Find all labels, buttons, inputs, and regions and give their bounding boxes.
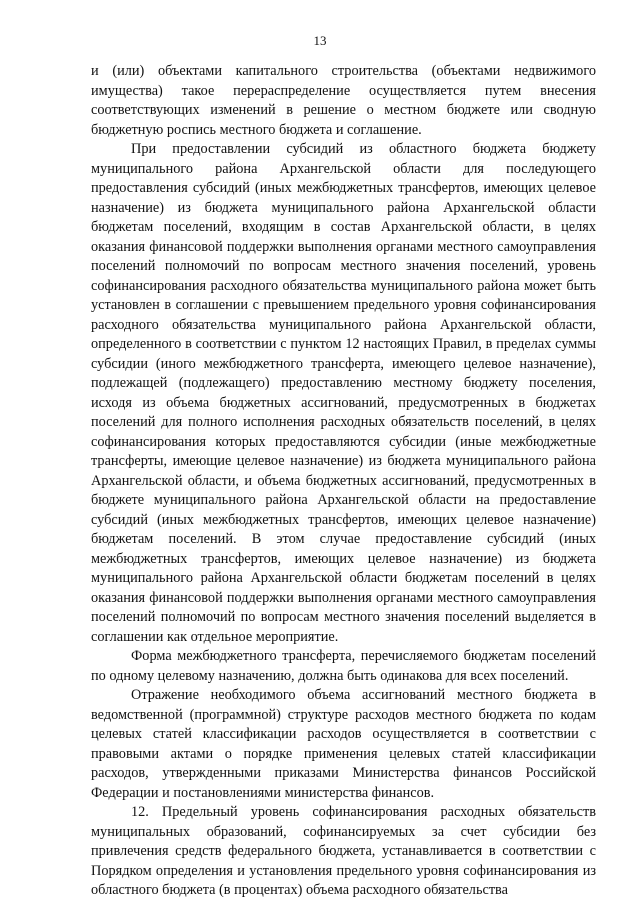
page-number: 13 xyxy=(313,33,327,48)
document-body xyxy=(91,62,596,901)
paragraph-transfer-form: Форма межбюджетного трансферта, перечисляемого бюджетам поселений по одному целевому назначению, должна быть одинакова для всех поселений. xyxy=(91,648,596,684)
paragraph-continuation: и (или) объектами капитального строительства (объектами недвижимого имущества) такое перераспределение осуществляется путем внесения соответствующих изменений в решение о местном бюджете или сводную бюджетную роспись местного бюджета и соглашение. xyxy=(91,63,596,138)
paragraph-item-12: 12. Предельный уровень софинансирования расходных обязательств муниципальных образований, софинансируемых за счет субсидии без привлечения средств федерального бюджета, устанавливается в соответствии с Порядком определения и установления предельного уровня софинансирования из областного бюджета (в процентах) объема расходного обязательства xyxy=(91,804,596,898)
paragraph-budget-allocation: Отражение необходимого объема ассигнований местного бюджета в ведомственной (программной) структуре расходов местного бюджета по кодам целевых статей классификации расходов осуществляется в соответствии с правовыми актами о порядке применения целевых статей классификации расходов, утвержденными приказами Министерства финансов Российской Федерации и постановлениями министерства финансов. xyxy=(91,687,596,801)
paragraph-subsidy-cofinancing: При предоставлении субсидий из областного бюджета бюджету муниципального района Архангельской области для последующего предоставления субсидий (иных межбюджетных трансфертов, имеющих целевое назначение) из бюджета муниципального района Архангельской области бюджетам поселений, входящим в состав Архангельской области, в целях оказания финансовой поддержки выполнения органами местного самоуправления поселений полномочий по вопросам местного значения поселений, уровень софинансирования расходного обязательства муниципального района может быть установлен в соглашении с превышением предельного уровня софинансирования расходного обязательства муниципального района Архангельской области, определенного в соответствии с пунктом 12 настоящих Правил, в пределах суммы субсидии (иного межбюджетного трансферта, имеющего целевое назначение), подлежащей (подлежащего) предоставлению местному бюджету поселения, исходя из объема бюджетных ассигнований, предусмотренных в бюджетах поселений для полного исполнения расходных обязательств поселений, в целях софинансирования которых предоставляются субсидии (иные межбюджетные трансферты, имеющие целевое назначение) из бюджета муниципального района Архангельской области, и объема бюджетных ассигнований, предусмотренных в бюджете муниципального района Архангельской области на предоставление субсидий (иных межбюджетных трансфертов, имеющих целевое назначение) бюджетам поселений. В этом случае предоставление субсидий (иных межбюджетных трансфертов, имеющих целевое назначение) из бюджета муниципального района Архангельской области бюджетам поселений в целях оказания финансовой поддержки выполнения органами местного самоуправления поселений полномочий по вопросам местного значения поселений выделяется в соглашении как отдельное мероприятие. xyxy=(91,141,596,645)
